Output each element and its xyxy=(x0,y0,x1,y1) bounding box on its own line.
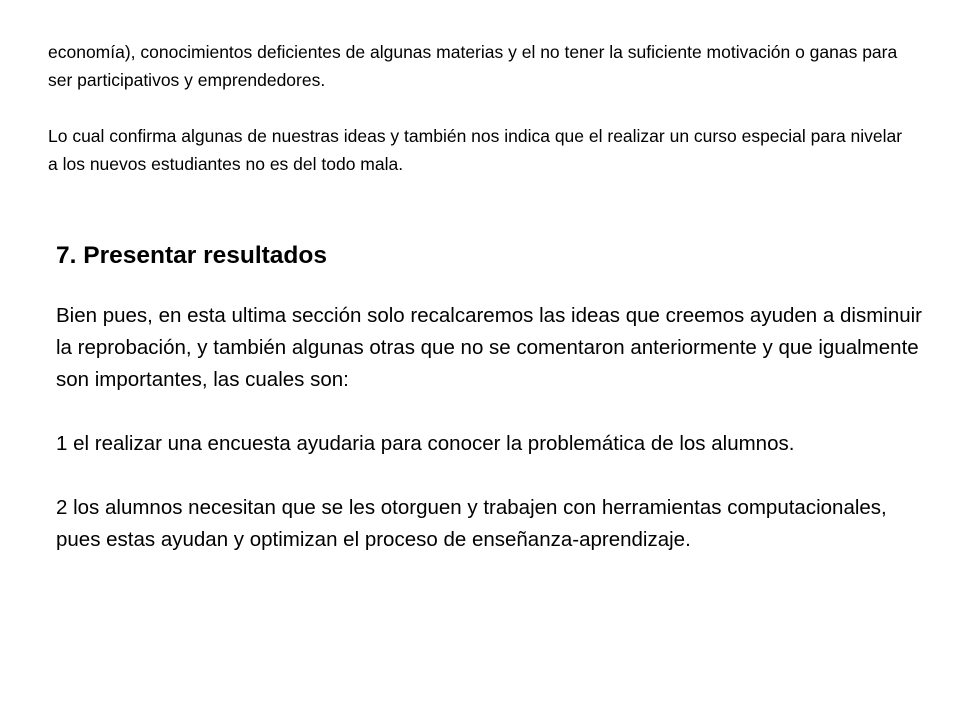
intro-paragraph-2: Lo cual confirma algunas de nuestras ideas y también nos indica que el realizar un curso especial para nivelar a los nuevos estudiantes no es del todo mala. xyxy=(48,126,903,174)
list-item-2: 2 los alumnos necesitan que se les otorguen y trabajen con herramientas computacionales, pues estas ayudan y optimizan el proceso de enseñanza-aprendizaje. xyxy=(56,496,887,551)
section-paragraph-1: Bien pues, en esta ultima sección solo recalcaremos las ideas que creemos ayuden a disminuir la reprobación, y también algunas otras que no se comentaron anteriormente y que igualmente son importantes, las cuales son: xyxy=(56,304,923,391)
intro-paragraph-1: economía), conocimientos deficientes de algunas materias y el no tener la suficiente motivación o ganas para ser participativos y emprendedores. xyxy=(48,42,898,90)
paragraph-spacer xyxy=(48,94,908,122)
section-body xyxy=(56,300,936,556)
results-section xyxy=(56,238,936,556)
paragraph-spacer xyxy=(56,396,936,428)
paragraph-spacer xyxy=(56,460,936,492)
intro-text-block xyxy=(48,38,908,178)
section-heading: 7. Presentar resultados xyxy=(56,242,327,269)
list-item-1: 1 el realizar una encuesta ayudaria para conocer la problemática de los alumnos. xyxy=(56,432,795,455)
